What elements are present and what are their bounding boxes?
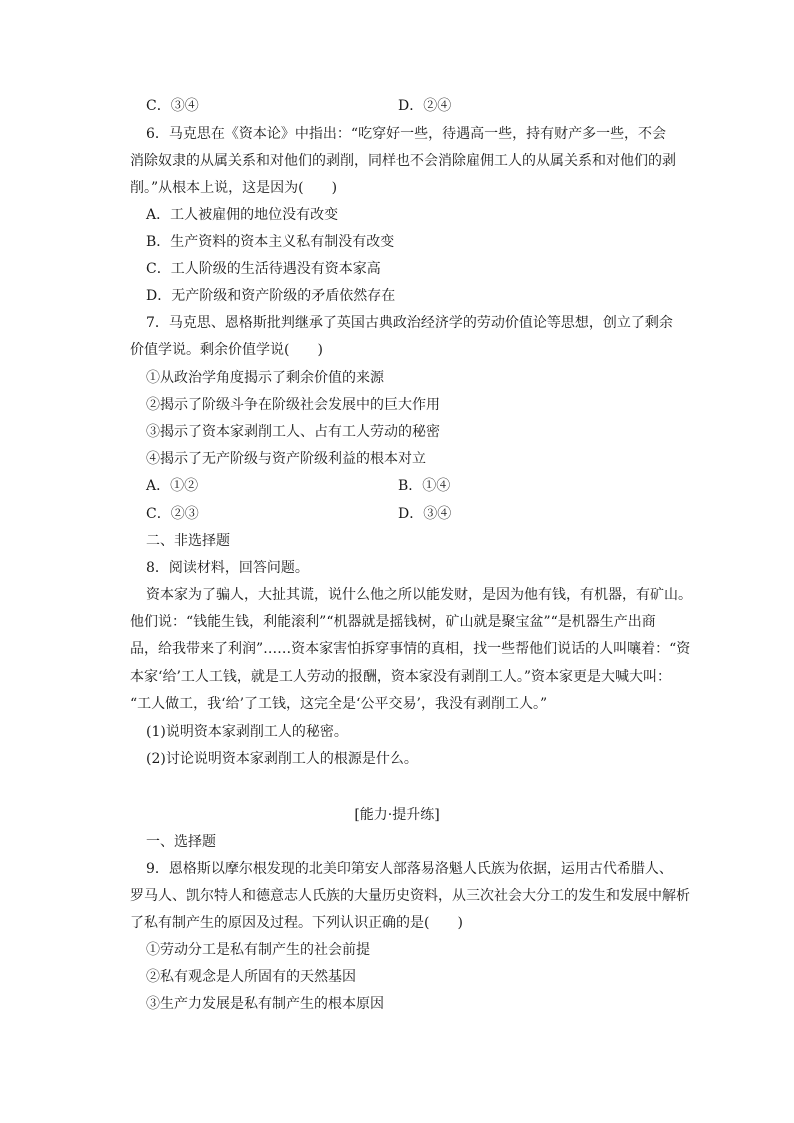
- q7-option-d: D．③④: [398, 506, 452, 522]
- q6-option-a: A．工人被雇佣的地位没有改变: [146, 207, 339, 223]
- q8-subquestion-1: (1)说明资本家剥削工人的秘密。: [146, 724, 348, 740]
- q7-stem-line-2: 价值学说。剩余价值学说( ): [130, 342, 323, 358]
- q7-item-1: ①从政治学角度揭示了剩余价值的来源: [146, 370, 384, 386]
- q6-stem-line-3: 削。”从根本上说，这是因为( ): [130, 180, 338, 196]
- q7-item-4: ④揭示了无产阶级与资产阶级利益的根本对立: [146, 451, 426, 467]
- q9-item-3: ③生产力发展是私有制产生的根本原因: [146, 996, 384, 1012]
- q8-material-line-5: “工人做工，我‘给’了工钱，这完全是‘公平交易’，我没有剥削工人。”: [130, 696, 548, 712]
- q5-option-c: C．③④: [146, 98, 199, 114]
- q6-stem-line-2: 消除奴隶的从属关系和对他们的剥削，同样也不会消除雇佣工人的从属关系和对他们的剥: [130, 153, 676, 169]
- level-heading: [能力·提升练]: [354, 807, 440, 823]
- q9-item-1: ①劳动分工是私有制产生的社会前提: [146, 942, 370, 958]
- q7-stem-line-1: 7．马克思、恩格斯批判继承了英国古典政治经济学的劳动价值论等思想，创立了剩余: [146, 315, 673, 331]
- q8-stem: 8．阅读材料，回答问题。: [146, 560, 309, 576]
- q9-stem-line-1: 9．恩格斯以摩尔根发现的北美印第安人部落易洛魁人氏族为依据，运用古代希腊人、: [146, 861, 673, 877]
- q7-option-a: A．①②: [146, 478, 199, 494]
- q9-stem-line-2: 罗马人、凯尔特人和德意志人氏族的大量历史资料，从三次社会大分工的发生和发展中解析: [130, 888, 690, 904]
- q6-option-c: C．工人阶级的生活待遇没有资本家高: [146, 261, 381, 277]
- q8-material-line-3: 品，给我带来了利润”……资本家害怕拆穿事情的真相，找一些帮他们说话的人叫嚷着：“资: [130, 641, 691, 657]
- q9-item-2: ②私有观念是人所固有的天然基因: [146, 969, 356, 985]
- q7-item-3: ③揭示了资本家剥削工人、占有工人劳动的秘密: [146, 424, 440, 440]
- q8-material-line-1: 资本家为了骗人，大扯其谎，说什么他之所以能发财，是因为他有钱，有机器，有矿山。: [146, 587, 692, 603]
- q7-option-b: B．①④: [398, 478, 451, 494]
- q8-subquestion-2: (2)讨论说明资本家剥削工人的根源是什么。: [146, 751, 418, 767]
- q9-stem-line-3: 了私有制产生的原因及过程。下列认识正确的是( ): [130, 915, 463, 931]
- q7-item-2: ②揭示了阶级斗争在阶级社会发展中的巨大作用: [146, 397, 440, 413]
- section-non-choice-title: 二、非选择题: [146, 533, 230, 549]
- q5-option-d: D．②④: [398, 98, 452, 114]
- q8-material-line-2: 他们说：“钱能生钱，利能滚利”“机器就是摇钱树，矿山就是聚宝盆”“是机器生产出商: [130, 614, 656, 630]
- q6-stem-line-1: 6．马克思在《资本论》中指出：“吃穿好一些，待遇高一些，持有财产多一些，不会: [146, 126, 667, 142]
- section-choice-title: 一、选择题: [146, 834, 216, 850]
- q6-option-d: D．无产阶级和资产阶级的矛盾依然存在: [146, 288, 396, 304]
- q8-material-line-4: 本家‘给’工人工钱，就是工人劳动的报酬，资本家没有剥削工人。”资本家更是大喊大叫：: [130, 669, 672, 685]
- q7-option-c: C．②③: [146, 506, 199, 522]
- q6-option-b: B．生产资料的资本主义私有制没有改变: [146, 234, 395, 250]
